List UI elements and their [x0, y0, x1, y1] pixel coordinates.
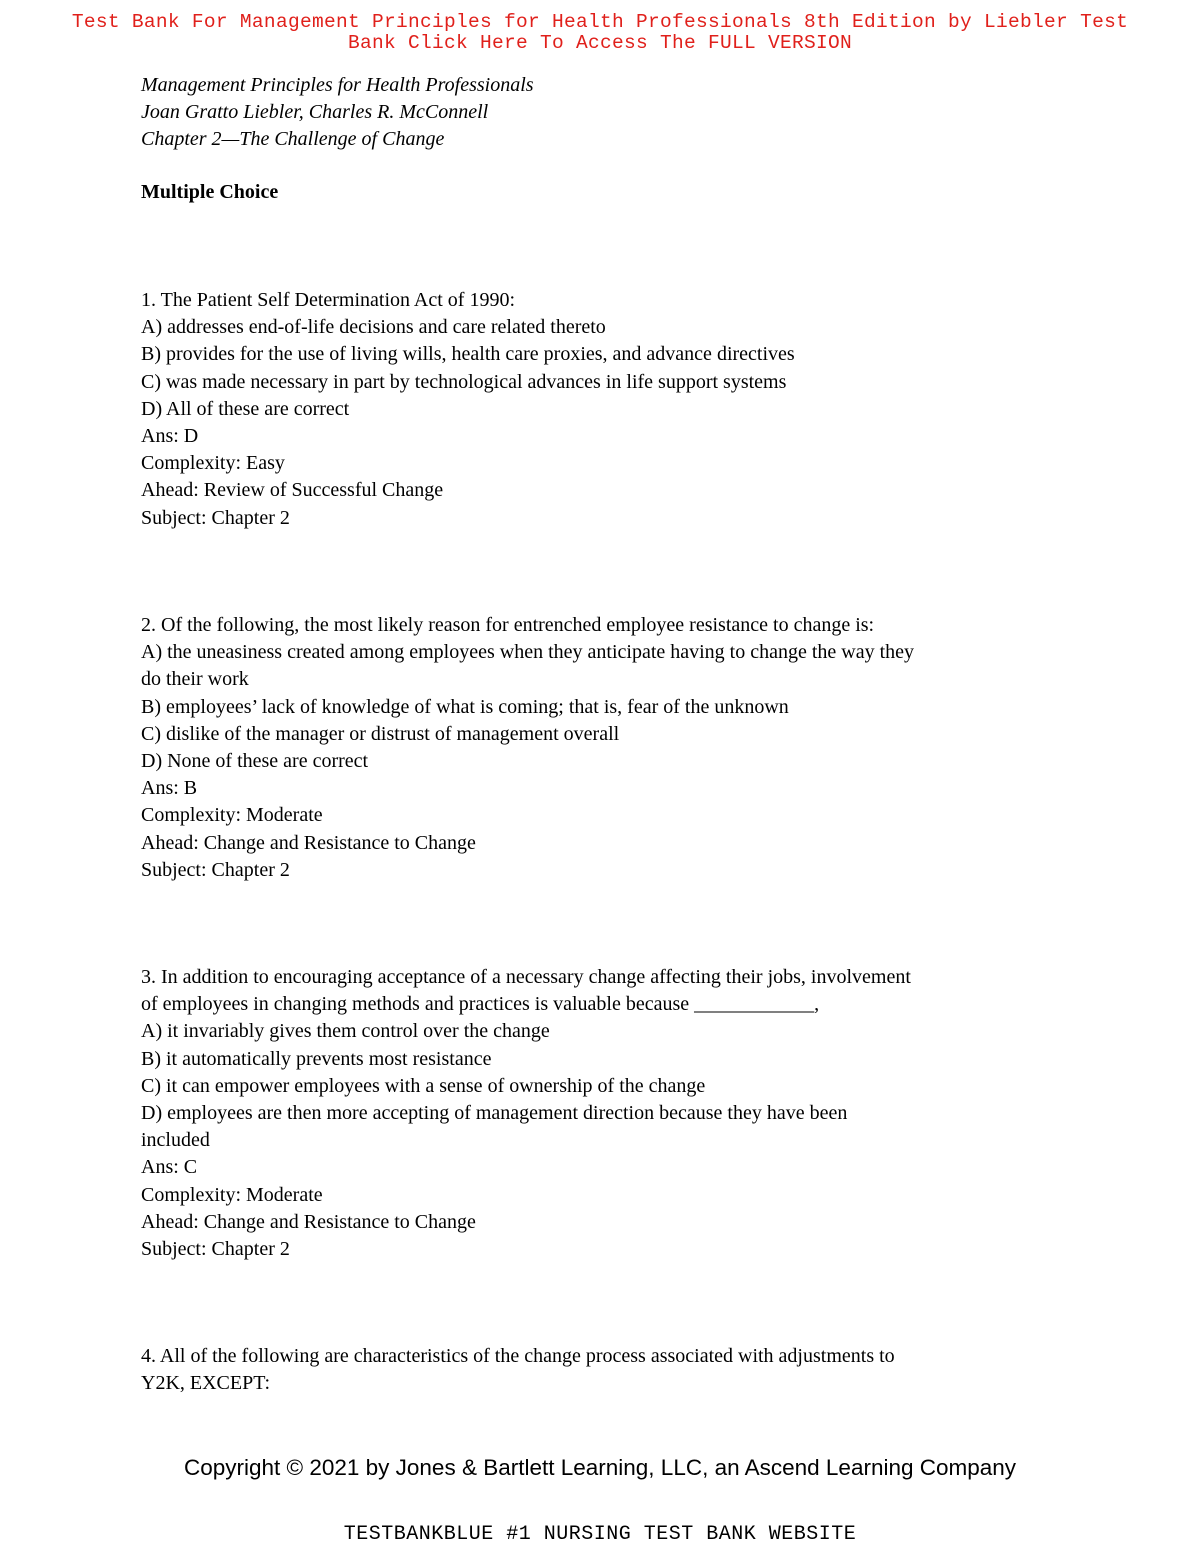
subject: Subject: Chapter 2 [141, 506, 290, 529]
footer-site-name: TESTBANKBLUE #1 NURSING TEST BANK WEBSITE [343, 1523, 857, 1546]
option-c: C) dislike of the manager or distrust of management overall [141, 722, 620, 745]
option-b: B) employees’ lack of knowledge of what is coming; that is, fear of the unknown [141, 695, 789, 718]
question-stem: 1. The Patient Self Determination Act of 1990: [141, 289, 516, 311]
complexity: Complexity: Moderate [141, 804, 323, 827]
book-authors: Joan Gratto Liebler, Charles R. McConnell [141, 101, 489, 124]
complexity: Complexity: Easy [141, 452, 285, 475]
question-stem-continued: of employees in changing methods and practices is valuable because ____________, [141, 993, 820, 1016]
promo-banner[interactable] [20, 12, 1180, 54]
chapter-title: Chapter 2—The Challenge of Change [141, 128, 445, 151]
promo-banner-line-1[interactable]: Test Bank For Management Principles for Health Professionals 8th Edition by Liebler Test [71, 11, 1129, 33]
option-c: C) was made necessary in part by technological advances in life support systems [141, 370, 787, 393]
answer: Ans: D [141, 425, 199, 448]
document-body [141, 72, 1061, 1395]
question-stem: 2. Of the following, the most likely reason for entrenched employee resistance to change is: [141, 614, 875, 636]
ahead: Ahead: Change and Resistance to Change [141, 831, 476, 854]
question-3 [141, 964, 1061, 1263]
document-header [141, 72, 1061, 154]
subject: Subject: Chapter 2 [141, 858, 290, 881]
option-a: A) addresses end-of-life decisions and care related thereto [141, 316, 606, 339]
section-heading: Multiple Choice [141, 180, 279, 203]
option-a: A) it invariably gives them control over the change [141, 1020, 550, 1043]
subject: Subject: Chapter 2 [141, 1238, 290, 1261]
option-d-continued: included [141, 1129, 210, 1152]
option-a: A) the uneasiness created among employees when they anticipate having to change the way they [141, 641, 915, 664]
option-c: C) it can empower employees with a sense of ownership of the change [141, 1074, 706, 1097]
question-1 [141, 287, 1061, 532]
question-4 [141, 1343, 1061, 1397]
option-d: D) employees are then more accepting of management direction because they have been [141, 1102, 848, 1125]
ahead: Ahead: Review of Successful Change [141, 479, 444, 502]
option-b: B) it automatically prevents most resistance [141, 1047, 492, 1070]
ahead: Ahead: Change and Resistance to Change [141, 1210, 476, 1233]
question-stem-continued: Y2K, EXCEPT: [141, 1372, 271, 1395]
option-d: D) None of these are correct [141, 750, 369, 773]
complexity: Complexity: Moderate [141, 1183, 323, 1206]
promo-banner-line-2[interactable]: Bank Click Here To Access The FULL VERSION [347, 32, 853, 54]
option-b: B) provides for the use of living wills, health care proxies, and advance directives [141, 343, 795, 366]
question-2 [141, 612, 1061, 884]
book-title: Management Principles for Health Professionals [141, 74, 534, 96]
question-stem: 3. In addition to encouraging acceptance of a necessary change affecting their jobs, involvement [141, 966, 911, 988]
question-stem: 4. All of the following are characteristics of the change process associated with adjustments to [141, 1345, 895, 1367]
option-d: D) All of these are correct [141, 397, 350, 420]
option-a-continued: do their work [141, 668, 249, 691]
answer: Ans: C [141, 1156, 198, 1179]
copyright-notice: Copyright © 2021 by Jones & Bartlett Learning, LLC, an Ascend Learning Company [183, 1455, 1017, 1480]
answer: Ans: B [141, 777, 198, 800]
